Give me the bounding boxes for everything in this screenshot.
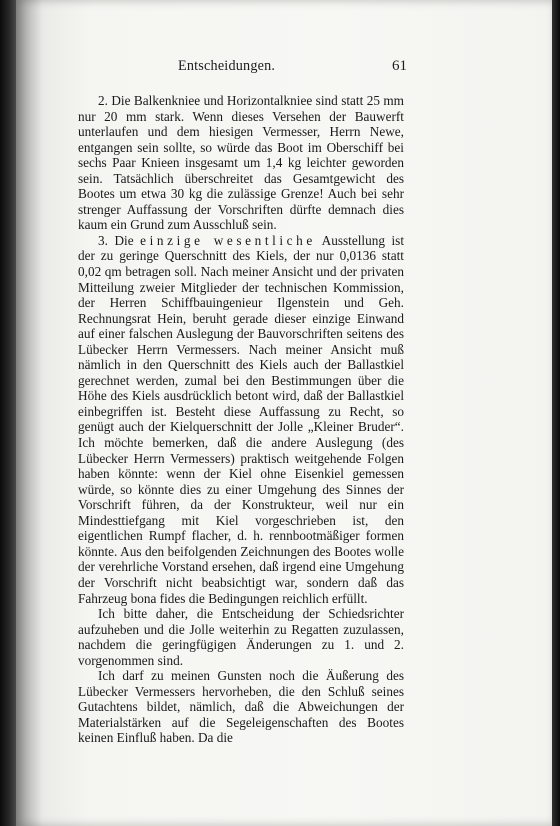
gutter-shadow: [16, 0, 42, 826]
paragraph-request: Ich bitte daher, die Entscheidung der Schiedsrichter aufzuheben und die Jolle weiterhin zu Regatten zuzulassen, nachdem die geringfügigen Änderungen zu 1. und 2. vorgenommen sind.: [78, 606, 404, 668]
emphasis-spaced: einzige wesentliche: [140, 232, 316, 248]
book-page: [16, 0, 552, 826]
scan-edge-left: [0, 0, 16, 826]
paragraph-closing: Ich darf zu meinen Gunsten noch die Äußerung des Lübecker Vermessers hervorheben, die den Schluß seines Gutachtens bildet, nämlich, daß die Abweichungen der Materialstärken auf die Segeleigenschaften des Bootes keinen Einfluß haben. Da die: [78, 668, 404, 746]
paragraph-3: [78, 233, 404, 606]
page-number: 61: [392, 58, 407, 74]
paragraph-2: 2. Die Balkenkniee und Horizontalkniee sind statt 25 mm nur 20 mm stark. Wenn dieses Versehen der Bauwerft unterlaufen und dem hiesigen Vermesser, Herrn Newe, entgangen sein sollte, so würde das Boot im Oberschiff bei sechs Paar Knieen insgesamt um 1,4 kg leichter geworden sein. Tatsächlich überschreitet das Gesamtgewicht des Bootes um etwa 30 kg die zulässige Grenze! Auch bei sehr strenger Auffassung der Vorschriften dürfte demnach dies kaum ein Grund zum Ausschluß sein.: [78, 93, 404, 233]
running-head: Entscheidungen.: [178, 58, 276, 74]
paragraph-3-rest: Ausstellung ist der zu geringe Querschnitt des Kiels, der nur 0,0136 statt 0,02 qm betragen soll. Nach meiner Ansicht und der privaten Mitteilung zweier Mitglieder der technischen Kommission, der Herren Schiffbauingenieur Ilgenstein und Geh. Rechnungsrat Hein, beruht gerade dieser einzige Einwand auf einer falschen Auslegung der Bauvorschriften seitens des Lübecker Herrn Vermessers. Nach meiner Ansicht muß nämlich in den Querschnitt des Kiels auch der Ballastkiel gerechnet werden, zumal bei den Bestimmungen über die Höhe des Kiels ausdrücklich betont wird, daß der Ballastkiel einbegriffen ist. Besteht diese Auffassung zu Recht, so genügt auch der Kielquerschnitt der Jolle „Kleiner Bruder“. Ich möchte bemerken, daß die andere Auslegung (des Lübecker Herrn Vermessers) praktisch weitgehende Folgen haben könnte: wenn der Kiel ohne Eisenkiel gemessen würde, so könnte dies zu einer Umgehung des Sinnes der Vorschrift führen, da der Konstrukteur, weil nur ein Mindesttiefgang mit Kiel vorgeschrieben ist, den eigentlichen Rumpf flacher, d. h. rennbootmäßiger formen könnte. Aus den beifolgenden Zeichnungen des Bootes wolle der verehrliche Vorstand ersehen, daß irgend eine Umgehung der Vorschrift nicht beabsichtigt war, sondern daß das Fahrzeug bona fides die Bedingungen reichlich erfüllt.: [78, 232, 404, 606]
page-header: [82, 58, 407, 80]
body-text: [78, 93, 404, 746]
scan-edge-right: [552, 0, 560, 826]
paragraph-3-lead: 3. Die: [98, 232, 141, 248]
